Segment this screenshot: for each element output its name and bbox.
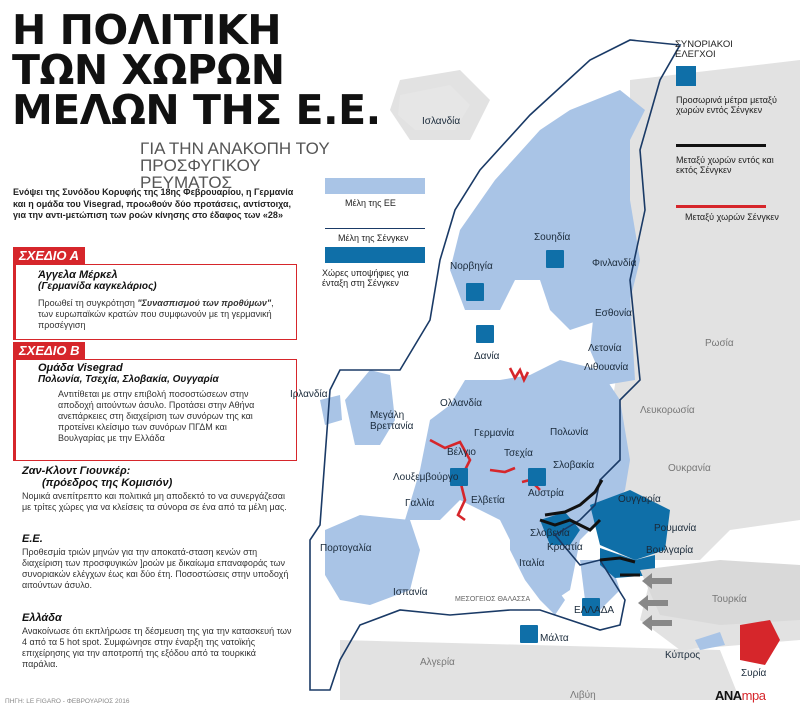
legend-schengen-text: Μέλη της Σένγκεν: [338, 233, 409, 243]
source-note: ΠΗΓΗ: LE FIGARO - ΦΕΒΡΟΥΑΡΙΟΣ 2016: [5, 698, 130, 705]
label-belarus: Λευκορωσία: [640, 405, 695, 416]
plan-a-text-1: Προωθεί τη συγκρότηση: [38, 298, 138, 308]
legend-candidate-text: Χώρες υποψήφιες για ένταξη στη Σένγκεν: [322, 268, 409, 288]
legend-temporary-text: Προσωρινά μέτρα μεταξύ χωρών εντός Σένγκεν: [676, 95, 777, 115]
logo-sub: mpa: [741, 688, 766, 703]
label-france: Γαλλία: [405, 498, 435, 509]
turkey-land: [640, 560, 800, 625]
legend-candidate-swatch: [325, 247, 425, 263]
juncker-section: [22, 465, 292, 513]
flow-arrows: [638, 573, 672, 631]
label-sweden: Σουηδία: [534, 232, 571, 243]
label-estonia: Εσθονία: [595, 308, 632, 319]
legend-person-icon: [676, 66, 696, 86]
plan-b-label: ΣΧΕΔΙΟ Β: [13, 342, 85, 359]
greece-text: Ανακοίνωσε ότι εκπλήρωσε τη δέσμευση της για την κατασκευή των 4 από τα 5 hot spot. Συμφώνησε στην έναρξη της νατοϊκής επιχείρησης για την αποτροπή της εξόδου από τα τουρκικά παράλια.: [22, 626, 292, 669]
subtitle-line: ΠΡΟΣΦΥΓΙΚΟΥ ΡΕΥΜΑΤΟΣ: [140, 156, 261, 192]
label-switzerland: Ελβετία: [471, 495, 505, 506]
plan-b-text: Αντιτίθεται με στην επιβολή ποσοστώσεων στην αποδοχή αιτούντων άσυλο. Προτάσει στην Αθήνα ανεπάρκειες στη διαχείριση των συνόρων της και προτείνει κλείσιμο των συνόρων ΠΓΔΜ και Βουλγαρίας με την Ελλάδα: [58, 389, 255, 443]
juncker-text: Νομικά ανεπίτρεπτο και πολιτικά μη αποδεκτό το να συνεργάζεσαι με τρίτες χώρες για να κλείσεις τα σύνορα σε ένα από τα μέλη μας.: [22, 491, 287, 512]
plan-a-role: (Γερμανίδα καγκελάριος): [38, 281, 157, 292]
intro-text: Ενόψει της Συνόδου Κορυφής της 18ης Φεβρουαρίου, η Γερμανία και η ομάδα του Visegrad, προωθούν δύο προτάσεις, αντίστοιχα, για την αντι-μετώπιση των ροών κίνησης στο έδαφος των «28»: [13, 187, 294, 220]
ana-mpa-logo: [715, 688, 765, 703]
label-algeria: Αλγερία: [420, 657, 455, 668]
plan-a-label: ΣΧΕΔΙΟ Α: [13, 247, 85, 264]
plan-b-box: [13, 359, 297, 461]
label-czechia: Τσεχία: [504, 448, 533, 459]
plan-a-text: [38, 298, 283, 331]
legend-black-line: [676, 144, 766, 147]
logo-main: ΑΝΑ: [715, 688, 742, 703]
title-line: ΜΕΛΩΝ ΤΗΣ Ε.Ε.: [12, 86, 381, 134]
label-uk: Μεγάλη Βρεττανία: [370, 410, 414, 432]
label-iceland: Ισλανδία: [422, 116, 461, 127]
label-libya: Λιβύη: [570, 690, 596, 701]
greece-name: Ελλάδα: [22, 612, 62, 624]
label-russia: Ρωσία: [705, 338, 734, 349]
title-line: ΤΩΝ ΧΩΡΩΝ: [12, 46, 285, 94]
legend-between-text: Μεταξύ χωρών εντός και εκτός Σένγκεν: [676, 155, 774, 175]
label-italy: Ιταλία: [519, 558, 545, 569]
label-denmark: Δανία: [474, 351, 500, 362]
label-lithuania: Λιθουανία: [584, 362, 629, 373]
label-cyprus: Κύπρος: [665, 650, 701, 661]
legend-border-title: ΣΥΝΟΡΙΑΚΟΙ ΕΛΕΓΧΟΙ: [675, 39, 733, 60]
label-latvia: Λετονία: [588, 343, 622, 354]
label-ukraine: Ουκρανία: [668, 463, 711, 474]
subtitle-line: ΓΙΑ ΤΗΝ ΑΝΑΚΟΠΗ ΤΟΥ: [140, 139, 330, 158]
label-luxembourg: Λουξεμβούργο: [393, 472, 459, 483]
label-slovenia: Σλοβενία: [530, 528, 570, 539]
legend-red-line: [676, 205, 766, 208]
label-greece: ΕΛΛΑΔΑ: [574, 605, 615, 616]
title-line: Η ΠΟΛΙΤΙΚΗ: [12, 6, 282, 54]
label-sea: ΜΕΣΟΓΕΙΟΣ ΘΑΛΑΣΣΑ: [455, 596, 531, 603]
legend-schengen-between-text: Μεταξύ χωρών Σένγκεν: [685, 212, 779, 222]
label-netherlands: Ολλανδία: [440, 398, 482, 409]
label-croatia: Κροατία: [547, 542, 583, 553]
label-turkey: Τουρκία: [712, 594, 747, 605]
page-title: [12, 6, 381, 134]
label-portugal: Πορτογαλία: [320, 543, 372, 554]
label-belgium: Βέλγιο: [447, 447, 476, 458]
label-germany: Γερμανία: [474, 428, 515, 439]
legend-eu-text: Μέλη της ΕΕ: [345, 198, 396, 208]
label-ireland: Ιρλανδία: [290, 389, 328, 400]
label-poland: Πολωνία: [550, 427, 589, 438]
eu-name: Ε.Ε.: [22, 533, 43, 545]
plan-a-text-2: , των ευρωπαϊκών κρατών που συμφωνούν με τη γερμανική προσέγγιση: [38, 298, 274, 330]
juncker-role: (πρόεδρος της Κομισιόν): [42, 477, 173, 489]
juncker-name: Ζαν-Κλοντ Γιουνκέρ:: [22, 465, 131, 477]
label-slovakia: Σλοβακία: [553, 460, 595, 471]
plan-a-name: Άγγελα Μέρκελ: [38, 269, 118, 281]
label-finland: Φινλανδία: [592, 258, 637, 269]
legend-schengen-line: [325, 228, 425, 229]
eu-section: [22, 533, 292, 591]
label-bulgaria: Βουλγαρία: [646, 545, 694, 556]
label-norway: Νορβηγία: [450, 261, 493, 272]
plan-b-name: Ομάδα Visegrad: [38, 362, 123, 374]
label-austria: Αυστρία: [528, 488, 564, 499]
label-syria: Συρία: [741, 668, 767, 679]
label-hungary: Ουγγαρία: [618, 494, 661, 505]
eu-text: Προθεσμία τριών μηνών για την αποκατά-σταση κενών στη διαχείριση των προσφυγικών ]ροών με δικαίωμα επαναφοράς των συνοριακών ελέγχων έως και δύο έτη. Ποσοστώσεις στην υποδοχή αιτούντων άσυλο.: [22, 547, 289, 590]
plan-a-text-emph: "Συνασπισμού των προθύμων": [137, 298, 272, 308]
legend-eu-swatch: [325, 178, 425, 194]
greece-section: [22, 612, 292, 670]
label-malta: Μάλτα: [540, 633, 569, 644]
label-spain: Ισπανία: [393, 587, 428, 598]
plan-a-box: [13, 264, 297, 340]
plan-b-members: Πολωνία, Τσεχία, Σλοβακία, Ουγγαρία: [38, 374, 219, 385]
label-romania: Ρουμανία: [654, 523, 697, 534]
